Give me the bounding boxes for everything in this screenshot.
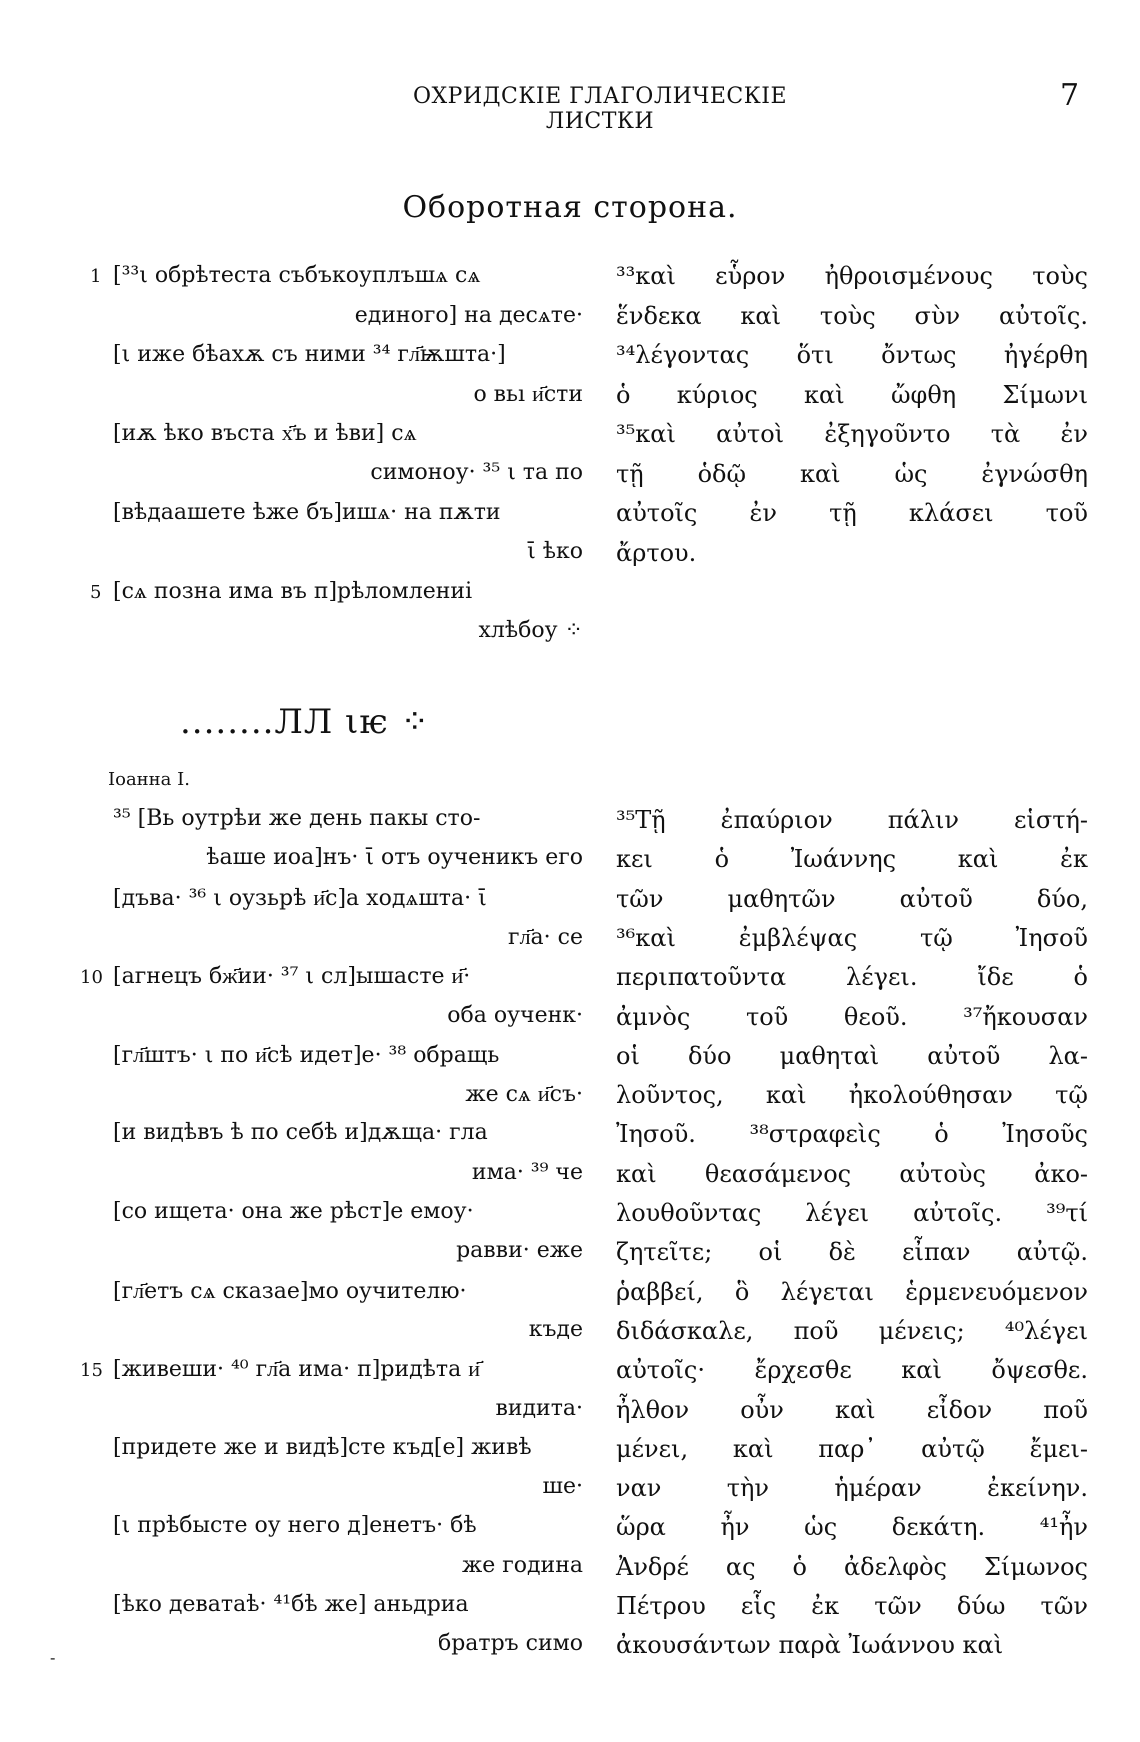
slavonic-line: [ѣко деватаѣ· ⁴¹бѣ же] аньдриа <box>113 1592 469 1617</box>
greek-line: τῇ ὁδῷ καὶ ὡς ἐγνώσθη <box>616 459 1088 488</box>
greek-line: διδάσκαλε, ποῦ μένεις; ⁴⁰λέγει <box>616 1316 1088 1345</box>
slavonic-line: [дъва· ³⁶ ι оузьрѣ и҃с]а ходѧшта· ῑ <box>113 885 487 911</box>
greek-line: αὐτοῖς ἐν τῇ κλάσει τοῦ <box>616 499 1088 527</box>
slavonic-line: равви· еже <box>456 1238 583 1264</box>
greek-line: ἕνδεκα καὶ τοὺς σὺν αὐτοῖς. <box>616 301 1088 330</box>
slavonic-line: же година <box>461 1552 583 1578</box>
slavonic-line: гл҃а· се <box>508 924 583 950</box>
greek-line: ³³καὶ εὗρον ἠθροισμένους τοὺς <box>616 262 1088 290</box>
greek-line: κει ὁ Ἰωάννης καὶ ἐκ <box>616 845 1088 874</box>
slavonic-line: [со ищета· она же рѣст]е емоу· <box>113 1199 474 1224</box>
slavonic-line: ѣаше иоа]нъ· ῑ отъ оученикъ его <box>206 845 583 871</box>
section-title: Оборотная сторона. <box>402 190 738 225</box>
greek-line: ναν τὴν ἡμέραν ἐκείνην. <box>616 1474 1088 1503</box>
greek-line: ³⁶καὶ ἐμβλέψας τῷ Ἰησοῦ <box>616 923 1088 952</box>
line-number: 10 <box>80 967 103 989</box>
line-number: 1 <box>90 266 102 287</box>
slavonic-line: единого] на десѧте· <box>354 302 583 328</box>
line-number: 5 <box>90 582 102 603</box>
greek-line: ἀκουσάντων παρὰ Ἰωάννου καὶ <box>616 1631 1004 1660</box>
greek-line: καὶ θεασάμενος αὐτοὺς ἀκο- <box>616 1159 1088 1188</box>
chapter-title: ........ЛЛ ιѥ ⁘ <box>180 702 430 742</box>
stray-mark: - <box>50 1648 56 1667</box>
slavonic-line: [вѣдаашете ѣже бъ]ишѧ· на пѫти <box>113 500 501 525</box>
greek-line: οἱ δύο μαθηταὶ αὐτοῦ λα- <box>616 1041 1088 1070</box>
greek-line: ὥρα ἦν ὡς δεκάτη. ⁴¹ἦν <box>616 1513 1088 1542</box>
greek-line: Πέτρου εἷς ἐκ τῶν δύω τῶν <box>616 1592 1088 1620</box>
book-label: Іоанна I. <box>108 769 190 790</box>
slavonic-line: [живеши· ⁴⁰ гл҃а има· п]ридѣта и҃ <box>113 1357 480 1383</box>
page-number: 7 <box>1060 78 1080 113</box>
greek-line: ἄρτου. <box>616 538 697 567</box>
greek-line: Ἀνδρέ ας ὁ ἀδελφὸς Σίμωνος <box>616 1552 1088 1581</box>
greek-line: λοῦντος, καὶ ἠκολούθησαν τῷ <box>616 1081 1088 1110</box>
greek-line: περιπατοῦντα λέγει. ἴδε ὁ <box>616 963 1088 992</box>
greek-line: ἀμνὸς τοῦ θεοῦ. ³⁷ἤκουσαν <box>616 1002 1088 1031</box>
slavonic-line: хлѣбоу ⁘ <box>478 617 583 643</box>
slavonic-line: [придете же и видѣ]сте къд[е] живѣ <box>113 1434 532 1460</box>
greek-line: ³⁴λέγοντας ὅτι ὄντως ἠγέρθη <box>616 341 1088 369</box>
slavonic-line: [³³ι обрѣтеста събъкоуплъшѧ сѧ <box>113 263 481 288</box>
line-number: 15 <box>80 1360 103 1382</box>
slavonic-line: [ι прѣбысте оу него д]енетъ· бѣ <box>113 1513 477 1539</box>
greek-line: λουθοῦντας λέγει αὐτοῖς. ³⁹τί <box>616 1199 1088 1227</box>
slavonic-line: [иѫ ѣко въста х҃ъ и ѣви] сѧ <box>113 421 417 446</box>
slavonic-line: видита· <box>495 1395 583 1421</box>
slavonic-line: ³⁵ [Вь оутрѣи же день пакы сто- <box>113 806 481 831</box>
slavonic-line: оба оученк· <box>447 1002 583 1028</box>
greek-line: Ἰησοῦ. ³⁸στραφεὶς ὁ Ἰησοῦς <box>616 1120 1088 1149</box>
slavonic-line: же сѧ и҃съ· <box>465 1082 583 1108</box>
slavonic-line: [гл҃штъ· ι по и҃сѣ идет]е· ³⁸ обращь <box>113 1042 500 1068</box>
greek-line: ³⁵Τῇ ἐπαύριον πάλιν εἱστή- <box>616 806 1088 834</box>
slavonic-line: [гл҃етъ сѧ сказае]мо оучителю· <box>113 1278 467 1304</box>
slavonic-line: [ι иже бѣахѫ съ ними ³⁴ гл҃ѭшта·] <box>113 342 506 367</box>
greek-line: ῥαββεί, ὃ λέγεται ἑρμενευόμενον <box>616 1277 1088 1306</box>
slavonic-line: [агнецъ бж҃ии· ³⁷ ι сл]ышасте и҃· <box>113 964 471 990</box>
slavonic-line: [и видѣвъ ѣ по себѣ и]дѫща· гла <box>113 1120 488 1146</box>
running-head: ОХРИДСКІЕ ГЛАГОЛИЧЕСКІЕ ЛИСТКИ <box>412 84 788 134</box>
greek-line: ἦλθον οὖν καὶ εἶδον ποῦ <box>616 1395 1088 1424</box>
slavonic-line: има· ³⁹ че <box>471 1159 583 1185</box>
greek-line: αὐτοῖς· ἔρχεσθε καὶ ὄψεσθε. <box>616 1356 1088 1385</box>
greek-line: ὁ κύριος καὶ ὤφθη Σίμωνι <box>616 380 1088 409</box>
slavonic-line: братръ симо <box>437 1631 583 1657</box>
greek-line: ³⁵καὶ αὐτοὶ ἐξηγοῦντο τὰ ἐν <box>616 420 1088 448</box>
greek-line: ζητεῖτε; οἱ δὲ εἶπαν αὐτῷ. <box>616 1238 1088 1267</box>
slavonic-line: ше· <box>542 1474 583 1500</box>
slavonic-line: [сѧ позна има въ п]рѣломлениі <box>113 579 473 604</box>
slavonic-line: симоноу· ³⁵ ι та по <box>370 459 583 485</box>
slavonic-line: къде <box>528 1316 583 1342</box>
slavonic-line: ῑ ѣко <box>527 538 583 564</box>
slavonic-line: о вьı и҃сти <box>473 381 583 407</box>
greek-line: τῶν μαθητῶν αὐτοῦ δύο, <box>616 884 1088 913</box>
greek-line: μένει, καὶ παρ᾽ αὐτῷ ἔμει- <box>616 1434 1088 1463</box>
